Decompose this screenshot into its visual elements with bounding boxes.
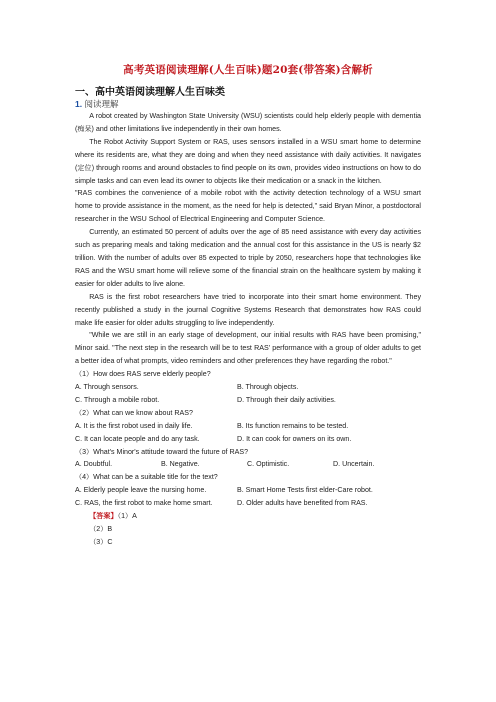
question-1: （1）How does RAS serve elderly people? [75,370,211,379]
passage-paragraph: Currently, an estimated 50 percent of adults over the age of 85 need assistance with every day activities such as preparing meals and taking medication and the annual cost for this assistance in the US is nearly $2 trillion. With the number of adults over 85 expected to triple by 2050, researchers hope that technologies like RAS and the WSU smart home will relieve some of the financial strain on the healthcare system by making it easier for older adults to live alone. [75,228,421,288]
options-row [75,484,421,497]
options-row [75,394,421,407]
passage-paragraph: A robot created by Washington State University (WSU) scientists could help elderly people with dementia (痴呆) and other limitations live independently in their own homes. [75,112,421,133]
options-row [75,420,421,433]
answer-1: （1）A [117,512,137,521]
options-row [75,381,421,394]
options-row [75,458,421,471]
answer-tag: 【答案】 [89,512,118,521]
passage-paragraph: The Robot Activity Support System or RAS, uses sensors installed in a WSU smart home to determine where its residents are, what they are doing and when they need assistance with daily activities. It navigates (定位) through rooms and around obstacles to find people on its own, provides video instructions on how to do simple tasks and can even lead its owner to objects like their medication or a snack in the kitchen. [75,137,421,185]
passage-paragraph: "RAS combines the convenience of a mobile robot with the activity detection technology of a WSU smart home to provide assistance in the moment, as the need for help is detected," said Bryan Minor, a postdoctoral researcher in the WSU School of Electrical Engineering and Computer Science. [75,189,421,224]
item-number: 1. [75,99,83,109]
question-2: （2）What can we know about RAS? [75,408,193,417]
section-heading: 一、高中英语阅读理解人生百味类 [75,87,225,98]
option-a: A. Through sensors. [75,383,139,392]
option-b: B. Negative. [161,460,200,469]
question-3: （3）What's Minor's attitude toward the future of RAS? [75,447,249,456]
answer-line [75,510,421,523]
option-c: C. It can locate people and do any task. [75,434,200,443]
option-b: B. Smart Home Tests first elder-Care robot. [237,486,373,495]
options-row [75,433,421,446]
answer-2: （2）B [89,525,113,533]
options-row [75,497,421,510]
option-b: B. Its function remains to be tested. [237,421,349,430]
option-a: A. Doubtful. [75,460,113,469]
option-c: C. RAS, the first robot to make home smart. [75,499,213,508]
item-label-text: 阅读理解 [84,99,119,109]
option-d: D. It can cook for owners on its own. [237,434,352,443]
option-a: A. It is the first robot used in daily life. [75,421,193,430]
question-4: （4）What can be a suitable title for the text? [75,473,218,482]
option-c: C. Through a mobile robot. [75,395,160,404]
option-c: C. Optimistic. [247,460,290,469]
passage-paragraph: "While we are still in an early stage of development, our initial results with RAS have been promising," Minor said. "The next step in the research will be to test RAS' performance with a group of older adults to get a better idea of what prompts, video reminders and other preferences they have regarding the robot." [75,331,421,366]
option-b: B. Through objects. [237,383,299,392]
option-d: D. Uncertain. [333,460,375,469]
option-d: D. Through their daily activities. [237,395,336,404]
option-a: A. Elderly people leave the nursing home. [75,486,207,495]
answer-3: （3）C [89,537,113,546]
document-title: 高考英语阅读理解(人生百味)题20套(带答案)含解析 [123,64,373,76]
passage-body [75,110,421,549]
option-d: D. Older adults have benefited from RAS. [237,499,368,508]
item-label [75,98,118,110]
passage-paragraph: RAS is the first robot researchers have tried to incorporate into their smart home environment. They recently published a study in the journal Cognitive Systems Research that demonstrates how RAS could make life easier for older adults struggling to live independently. [75,292,421,327]
